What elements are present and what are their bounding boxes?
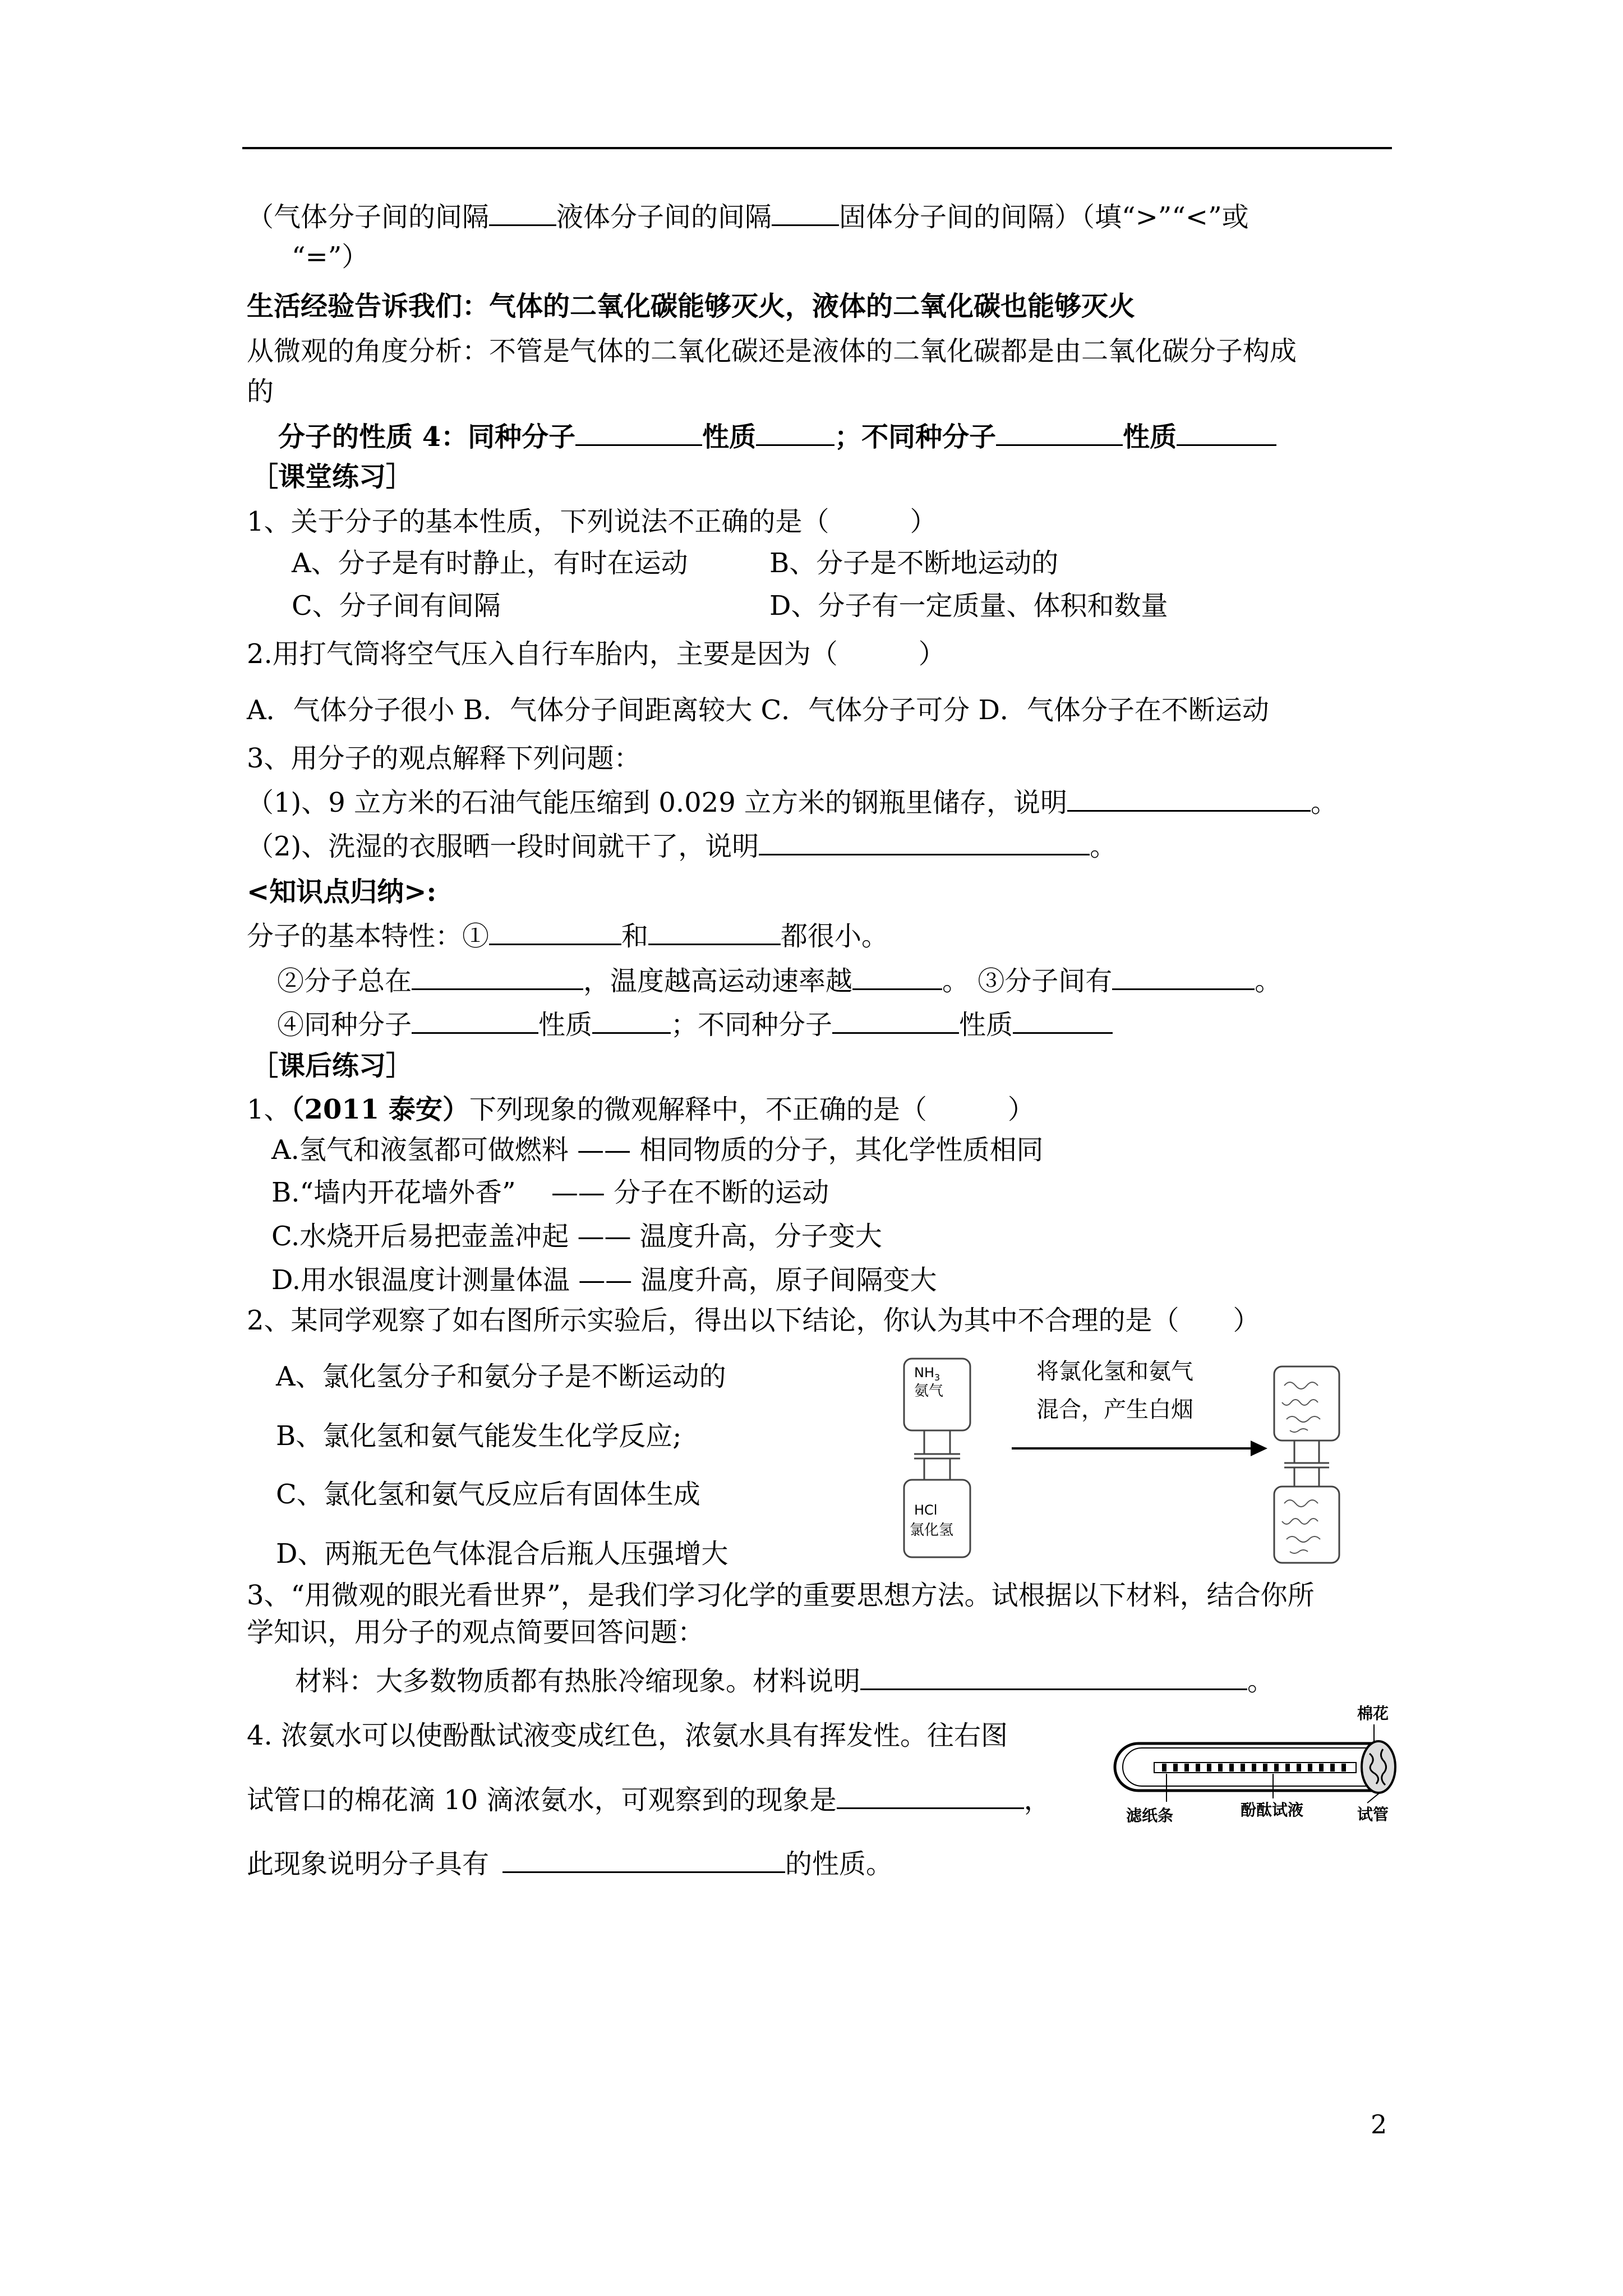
text: 和 — [621, 921, 649, 952]
text: 液体分子间的间隔 — [556, 201, 772, 233]
question: 1、关于分子的基本性质，下列说法不正确的是（ ） — [247, 506, 937, 537]
text: 此现象说明分子具有 — [247, 1848, 490, 1880]
answer-blank[interactable] — [1013, 1007, 1113, 1034]
page-number: 2 — [1371, 2109, 1387, 2139]
answer-blank[interactable] — [832, 1007, 959, 1034]
answer-blank[interactable] — [489, 200, 556, 226]
option: C、分子间有间隔 — [292, 590, 501, 622]
answer-blank[interactable] — [860, 1664, 1247, 1690]
text-line — [277, 1007, 1113, 1042]
label-ammonia: 氨气 — [914, 1383, 944, 1400]
text: 都很小。 — [781, 921, 889, 952]
answer-blank[interactable] — [502, 1847, 785, 1873]
option: D、两瓶无色气体混合后瓶人压强增大 — [276, 1538, 728, 1570]
text: （2)、洗湿的衣服晒一段时间就干了，说明 — [247, 831, 759, 862]
label-nh3: $NH_3$ — [914, 1365, 940, 1383]
answer-blank[interactable] — [1112, 964, 1255, 990]
answer-blank[interactable] — [1067, 785, 1311, 812]
text-line: 学知识，用分子的观点简要回答问题： — [247, 1617, 705, 1648]
option: A.氢气和液氢都可做燃料 —— 相同物质的分子，其化学性质相同 — [271, 1134, 1044, 1166]
answer-blank[interactable] — [756, 420, 834, 446]
gas-mixing-figure — [897, 1346, 1391, 1571]
text: 。 ③分子间有 — [942, 965, 1113, 997]
text: 的性质。 — [785, 1848, 893, 1880]
question: 3、用分子的观点解释下列问题： — [247, 743, 641, 774]
text: 1、 — [247, 1094, 291, 1125]
text-line: “=”） — [292, 241, 369, 273]
question: 2、某同学观察了如右图所示实验后，得出以下结论，你认为其中不合理的是（ ） — [247, 1305, 1260, 1336]
text: 试管口的棉花滴 10 滴浓氨水，可观察到的现象是 — [247, 1784, 837, 1816]
text-line — [247, 785, 1338, 820]
arrow-head — [1251, 1441, 1267, 1456]
answer-blank[interactable] — [996, 420, 1123, 446]
option-line: A．气体分子很小 B．气体分子间距离较大 C．气体分子可分 D．气体分子在不断运动 — [247, 694, 1269, 726]
text: ②分子总在 — [277, 965, 412, 997]
question: 2.用打气筒将空气压入自行车胎内，主要是因为（ ） — [247, 638, 946, 670]
section-title: <知识点归纳>: — [247, 876, 437, 908]
option: D.用水银温度计测量体温 —— 温度升高，原子间隔变大 — [271, 1264, 937, 1296]
text-line — [247, 1783, 1051, 1817]
text-line: 的 — [247, 376, 274, 407]
option: B、氯化氢和氨气能发生化学反应; — [276, 1420, 682, 1452]
cotton-plug — [1362, 1741, 1395, 1793]
text: 性质 — [538, 1009, 593, 1041]
answer-blank[interactable] — [592, 1007, 671, 1034]
label-test-tube: 试管 — [1357, 1805, 1389, 1824]
question: 3、“用微观的眼光看世界”，是我们学习化学的重要思想方法。试根据以下材料，结合你所 — [247, 1580, 1315, 1611]
answer-blank[interactable] — [1177, 420, 1276, 446]
text: 。 — [1247, 1665, 1275, 1697]
text: 材料：大多数物质都有热胀冷缩现象。材料说明 — [295, 1665, 861, 1697]
text-line — [278, 420, 1276, 454]
text: 固体分子间的间隔）（填“>”“<”或 — [839, 201, 1249, 233]
header-rule — [242, 147, 1392, 149]
label-hydrogen-chloride: 氯化氢 — [910, 1522, 954, 1539]
leader-tube — [1367, 1793, 1380, 1803]
answer-blank[interactable] — [489, 919, 621, 945]
option: A、氯化氢分子和氨分子是不断运动的 — [276, 1361, 726, 1392]
answer-blank[interactable] — [412, 1007, 538, 1034]
text-line: 生活经验告诉我们：气体的二氧化碳能够灭火，液体的二氧化碳也能够灭火 — [247, 291, 1136, 322]
answer-blank[interactable] — [852, 964, 942, 990]
text: ，温度越高运动速率越 — [583, 965, 853, 997]
label-cotton: 棉花 — [1357, 1704, 1389, 1723]
answer-blank[interactable] — [575, 420, 702, 446]
option: C、氯化氢和氨气反应后有固体生成 — [276, 1479, 700, 1510]
text: （2011 泰安） — [291, 1094, 469, 1125]
bottle-pair-right — [1274, 1366, 1339, 1563]
text: 性质 — [702, 421, 757, 453]
text: 。 — [1255, 965, 1282, 997]
text: 。 — [1090, 831, 1117, 862]
answer-blank[interactable] — [772, 200, 839, 226]
text: （气体分子间的间隔 — [247, 201, 490, 233]
label-filter-strip: 滤纸条 — [1126, 1806, 1174, 1825]
text: （1)、9 立方米的石油气能压缩到 0.029 立方米的钢瓶里储存，说明 — [247, 787, 1067, 818]
question — [247, 1093, 1035, 1126]
text-line — [247, 200, 1249, 234]
text: ， — [1023, 1784, 1051, 1816]
text: 。 — [1311, 787, 1338, 818]
section-title: ［课堂练习］ — [251, 461, 413, 493]
option: A、分子是有时静止，有时在运动 — [292, 547, 688, 579]
question: 4. 浓氨水可以使酚酞试液变成红色，浓氨水具有挥发性。往右图 — [247, 1720, 1008, 1751]
text: 分子的性质 4：同种分子 — [278, 421, 576, 453]
answer-blank[interactable] — [759, 829, 1090, 855]
text: ；不同种分子 — [834, 421, 997, 453]
text: 下列现象的微观解释中，不正确的是（ ） — [469, 1094, 1035, 1125]
arrow-caption-2: 混合，产生白烟 — [1036, 1397, 1193, 1423]
option: D、分子有一定质量、体积和数量 — [769, 590, 1168, 622]
text-line — [247, 829, 1117, 863]
text: ④同种分子 — [277, 1009, 412, 1041]
label-phenolphthalein: 酚酞试液 — [1241, 1801, 1304, 1819]
text-line — [277, 964, 1281, 998]
label-hcl: HCl — [914, 1502, 938, 1518]
section-title: ［课后练习］ — [251, 1050, 413, 1082]
answer-blank[interactable] — [648, 919, 781, 945]
option: C.水烧开后易把壶盖冲起 —— 温度升高，分子变大 — [271, 1221, 882, 1252]
text-line — [247, 919, 888, 953]
text-line — [295, 1664, 1274, 1698]
option: B、分子是不断地运动的 — [769, 547, 1059, 579]
option: B.“墙内开花墙外香” —— 分子在不断的运动 — [271, 1177, 829, 1208]
text-line: 从微观的角度分析：不管是气体的二氧化碳还是液体的二氧化碳都是由二氧化碳分子构成 — [247, 335, 1297, 367]
answer-blank[interactable] — [412, 964, 583, 990]
text: ；不同种分子 — [671, 1009, 833, 1041]
text: 性质 — [1123, 421, 1177, 453]
text: 性质 — [959, 1009, 1013, 1041]
test-tube-figure — [1110, 1700, 1408, 1829]
answer-blank[interactable] — [837, 1783, 1024, 1809]
text-line — [247, 1847, 893, 1881]
text: 分子的基本特性：① — [247, 921, 490, 952]
arrow-caption-1: 将氯化氢和氨气 — [1036, 1359, 1193, 1384]
